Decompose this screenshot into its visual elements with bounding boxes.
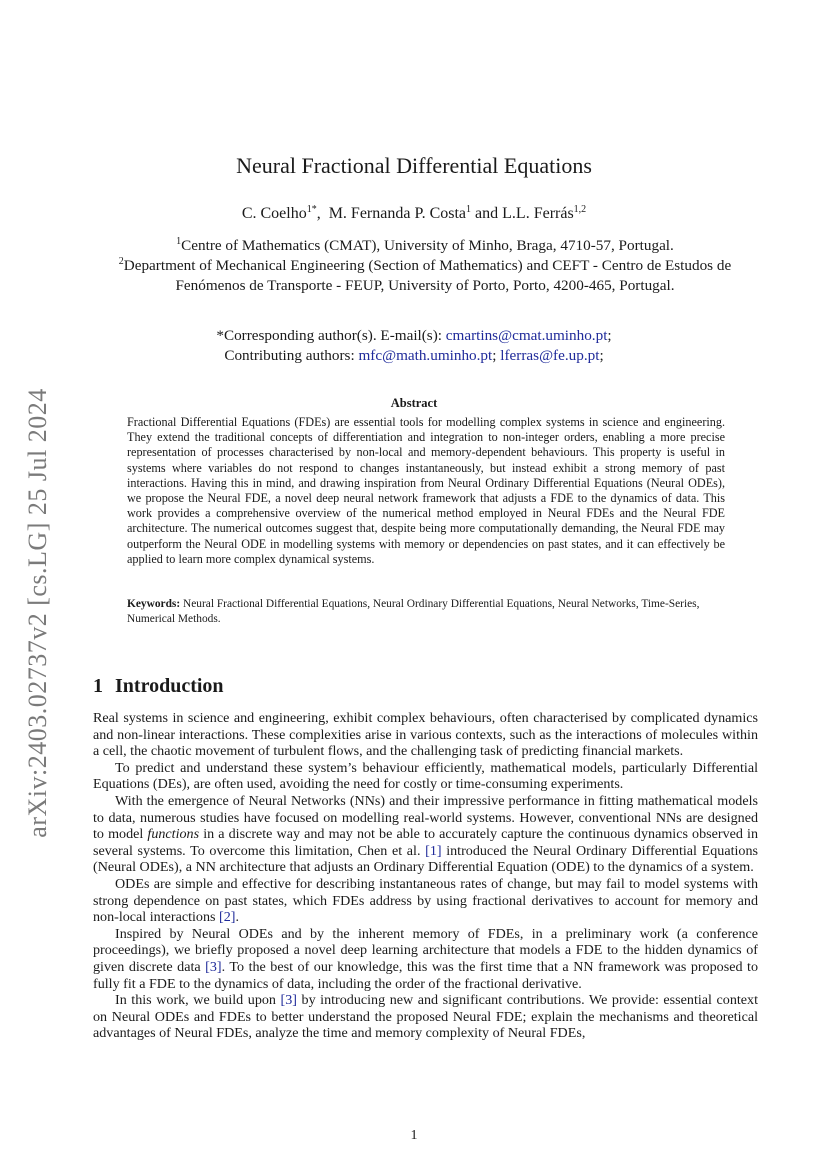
contributing-authors-line: Contributing authors: mfc@math.uminho.pt; lferras@fe.up.pt; [224, 347, 604, 364]
citation-link[interactable]: [1] [425, 842, 442, 859]
introduction-body [93, 710, 758, 1042]
author-name: L.L. Ferrás [502, 205, 574, 222]
arxiv-id-text: arXiv:2403.02737v2 [cs.LG] 25 Jul 2024 [23, 387, 52, 838]
paragraph-text: . To the best of our knowledge, this was the first time that a NN framework was proposed to fully fit a FDE to the dynamics of data, including the order of the fractional derivative. [93, 958, 758, 992]
keywords-text: Neural Fractional Differential Equations, Neural Ordinary Differential Equations, Neural Networks, Time-Series, Numerical Methods. [127, 598, 703, 625]
affiliation-2 [90, 256, 760, 296]
affiliation-mark: 1 [176, 236, 182, 247]
author-affiliation-mark: 1 [466, 204, 472, 215]
corresponding-label: *Corresponding author(s). E-mail(s): [216, 327, 446, 344]
paragraph [93, 876, 758, 926]
paragraph-text: by introducing new and significant contributions. We provide: essential context on Neural ODEs and FDEs to better understand the proposed Neural FDE; explain the mechanisms and theoretical advantages of Neural FDEs, analyze the time and memory complexity of Neural FDEs, [93, 992, 758, 1042]
corresponding-email-link[interactable]: cmartins@cmat.uminho.pt [445, 327, 608, 344]
affiliation-1 [90, 236, 760, 256]
paragraph-text: Inspired by Neural ODEs and by the inherent memory of FDEs, in a preliminary work (a conference proceedings), we briefly proposed a novel deep learning architecture that models a FDE to the hidden dynamics of given discrete data [93, 925, 758, 975]
contributing-label: Contributing authors: [224, 347, 359, 364]
affiliation-mark: 2 [118, 256, 124, 267]
author-affiliation-mark: 1,2 [573, 204, 587, 215]
abstract-heading: Abstract [390, 396, 438, 410]
section-title: Introduction [115, 675, 224, 697]
paragraph [93, 992, 758, 1042]
author-list [0, 205, 828, 223]
arxiv-sidebar-stamp [18, 375, 58, 850]
paper-title: Neural Fractional Differential Equations [236, 153, 592, 178]
abstract-text: Fractional Differential Equations (FDEs) are essential tools for modelling complex systems in science and engineering. They extend the traditional concepts of differentiation and integration to non-integer orders, enabling a more precise representation of processes characterised by non-local and memory-dependent behaviours. This property is useful in systems where variables do not respond to changes instantaneously, but instead exhibit a strong memory of past interactions. Having this in mind, and drawing inspiration from Neural Ordinary Differential Equations (Neural ODEs), we propose the Neural FDE, a novel deep neural network framework that adjusts a FDE to the dynamics of data. This work provides a comprehensive overview of the numerical method employed in Neural FDEs and the Neural FDE architecture. The numerical outcomes suggest that, despite being more computationally demanding, the Neural FDE may outperform the Neural ODE in modelling systems with memory or dependencies on past states, and it can effectively be applied to learn more complex dynamical systems. [127, 415, 725, 566]
citation-link[interactable]: [2] [219, 909, 236, 926]
keywords-label: Keywords: [127, 598, 181, 610]
citation-link[interactable]: [3] [280, 992, 297, 1009]
paragraph-text: ODEs are simple and effective for describing instantaneous rates of change, but may fail to model systems with strong dependence on past states, which FDEs address by using fractional derivatives to account for memory and non-local interactions [93, 875, 758, 926]
paragraph-text: introduced the Neural Ordinary Differential Equations (Neural ODEs), a NN architecture that adjusts an Ordinary Differential Equation (ODE) to the dynamics of a system. [93, 842, 758, 876]
paragraph-text: in a discrete way and may not be able to accurately capture the continuous dynamics observed in several systems. To overcome this limitation, Chen et al. [93, 826, 758, 859]
author-separator: and [471, 205, 503, 222]
author-name: C. Coelho [241, 205, 307, 222]
section-heading [93, 675, 224, 698]
paragraph-text: With the emergence of Neural Networks (NNs) and their impressive performance in fitting mathematical models to data, numerous studies have focused on modelling real-world systems. However, conventional NNs are designed to model [93, 792, 758, 843]
author-name: M. Fernanda P. Costa [328, 205, 467, 222]
paragraph [93, 926, 758, 992]
contributing-email-link[interactable]: lferras@fe.up.pt [500, 347, 600, 364]
paragraph: Real systems in science and engineering, exhibit complex behaviours, often characterised by complicated dynamics and non-linear interactions. These complexities arise in various contexts, such as the interactions of molecules within a cell, the chaotic movement of turbulent flows, and the challenging task of predicting financial markets. [93, 710, 758, 760]
author-affiliation-mark: 1* [306, 204, 317, 215]
paragraph-text: . [235, 909, 239, 926]
corresponding-author-line: *Corresponding author(s). E-mail(s): cmartins@cmat.uminho.pt; [216, 327, 612, 344]
author-separator: , [316, 205, 329, 222]
citation-link[interactable]: [3] [205, 958, 222, 975]
contributing-email-link[interactable]: mfc@math.uminho.pt [358, 347, 493, 364]
paragraph [93, 793, 758, 876]
affiliation-text: Centre of Mathematics (CMAT), University of Minho, Braga, 4710-57, Portugal. [181, 237, 674, 254]
page-number: 1 [410, 1128, 418, 1143]
paragraph-text: In this work, we build upon [115, 992, 281, 1009]
paragraph: To predict and understand these system’s behaviour efficiently, mathematical models, particularly Differential Equations (DEs), are often used, avoiding the need for costly or time-consuming experiments. [93, 759, 758, 793]
affiliation-text: Department of Mechanical Engineering (Section of Mathematics) and CEFT - Centro de Estudos de Fenómenos de Transporte - FEUP, University of Porto, Porto, 4200-465, Portugal. [123, 257, 732, 294]
emphasized-text: functions [147, 826, 200, 843]
section-number: 1 [93, 675, 103, 697]
keywords [127, 597, 725, 627]
